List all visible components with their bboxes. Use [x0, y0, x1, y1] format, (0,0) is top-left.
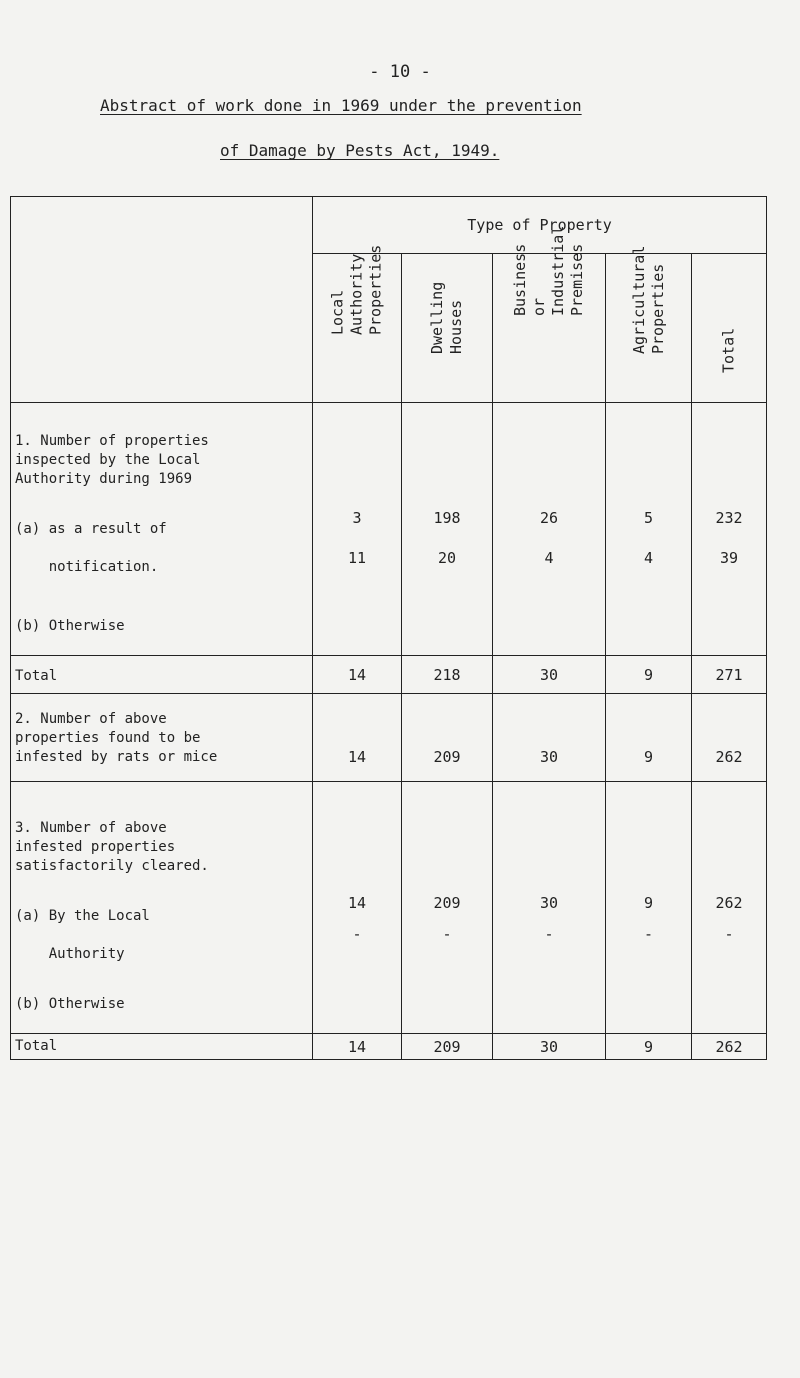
s3-col-local: 14 -: [313, 782, 402, 1034]
s3-total-total: 262: [692, 1034, 767, 1060]
s1-total-local: 14: [313, 656, 402, 694]
s2-dwelling: 209: [402, 694, 493, 782]
page-number: - 10 -: [369, 62, 431, 82]
col-header-dwelling-houses: Dwelling Houses: [402, 254, 493, 403]
section3-total-label: Total: [11, 1034, 313, 1060]
section1-a-label: (a) as a result of: [15, 521, 167, 537]
section3-label: 3. Number of above infested properties satisfactorily cleared.: [15, 820, 209, 874]
s3-col-agricultural: 9 -: [606, 782, 692, 1034]
s1-total-agricultural: 9: [606, 656, 692, 694]
s3-total-dwelling: 209: [402, 1034, 493, 1060]
s2-local: 14: [313, 694, 402, 782]
section3-a-label: (a) By the Local: [15, 908, 150, 924]
col-header-total: Total: [692, 254, 767, 403]
s1-col-total: 232 39: [692, 403, 767, 656]
section3-b-label: (b) Otherwise: [15, 996, 125, 1012]
section1-b-label: (b) Otherwise: [15, 618, 125, 634]
s3-total-business: 30: [493, 1034, 606, 1060]
section1-total-label: Total: [11, 656, 313, 694]
s1-total-business: 30: [493, 656, 606, 694]
section2-label: 2. Number of above properties found to be infested by rats or mice: [11, 694, 313, 782]
col-header-business: Business or Industrial Premises: [493, 254, 606, 403]
s3-col-total: 262 -: [692, 782, 767, 1034]
col-header-agricultural: Agricultural Properties: [606, 254, 692, 403]
corner-cell: [11, 197, 313, 403]
section1-label-cell: 1. Number of properties inspected by the Local Authority during 1969 (a) as a result of notification. (b) Otherwise: [11, 403, 313, 656]
section3-label-cell: 3. Number of above infested properties satisfactorily cleared. (a) By the Local Authority (b) Otherwise: [11, 782, 313, 1034]
s1-col-business: 26 4: [493, 403, 606, 656]
type-of-property-header: Type of Property: [313, 197, 767, 254]
s1-col-dwelling: 198 20: [402, 403, 493, 656]
s1-total-total: 271: [692, 656, 767, 694]
s1-col-local: 3 11: [313, 403, 402, 656]
s1-total-dwelling: 218: [402, 656, 493, 694]
title-line-1: Abstract of work done in 1969 under the prevention: [100, 96, 582, 115]
s2-agricultural: 9: [606, 694, 692, 782]
s1-col-agricultural: 5 4: [606, 403, 692, 656]
s2-business: 30: [493, 694, 606, 782]
s3-col-business: 30 -: [493, 782, 606, 1034]
s2-total: 262: [692, 694, 767, 782]
pests-table: [10, 196, 767, 1060]
s3-total-agricultural: 9: [606, 1034, 692, 1060]
col-header-local-authority: Local Authority Properties: [313, 254, 402, 403]
s3-col-dwelling: 209 -: [402, 782, 493, 1034]
title-line-2: of Damage by Pests Act, 1949.: [220, 141, 500, 160]
s3-total-local: 14: [313, 1034, 402, 1060]
section1-label: 1. Number of properties inspected by the Local Authority during 1969: [15, 433, 209, 487]
